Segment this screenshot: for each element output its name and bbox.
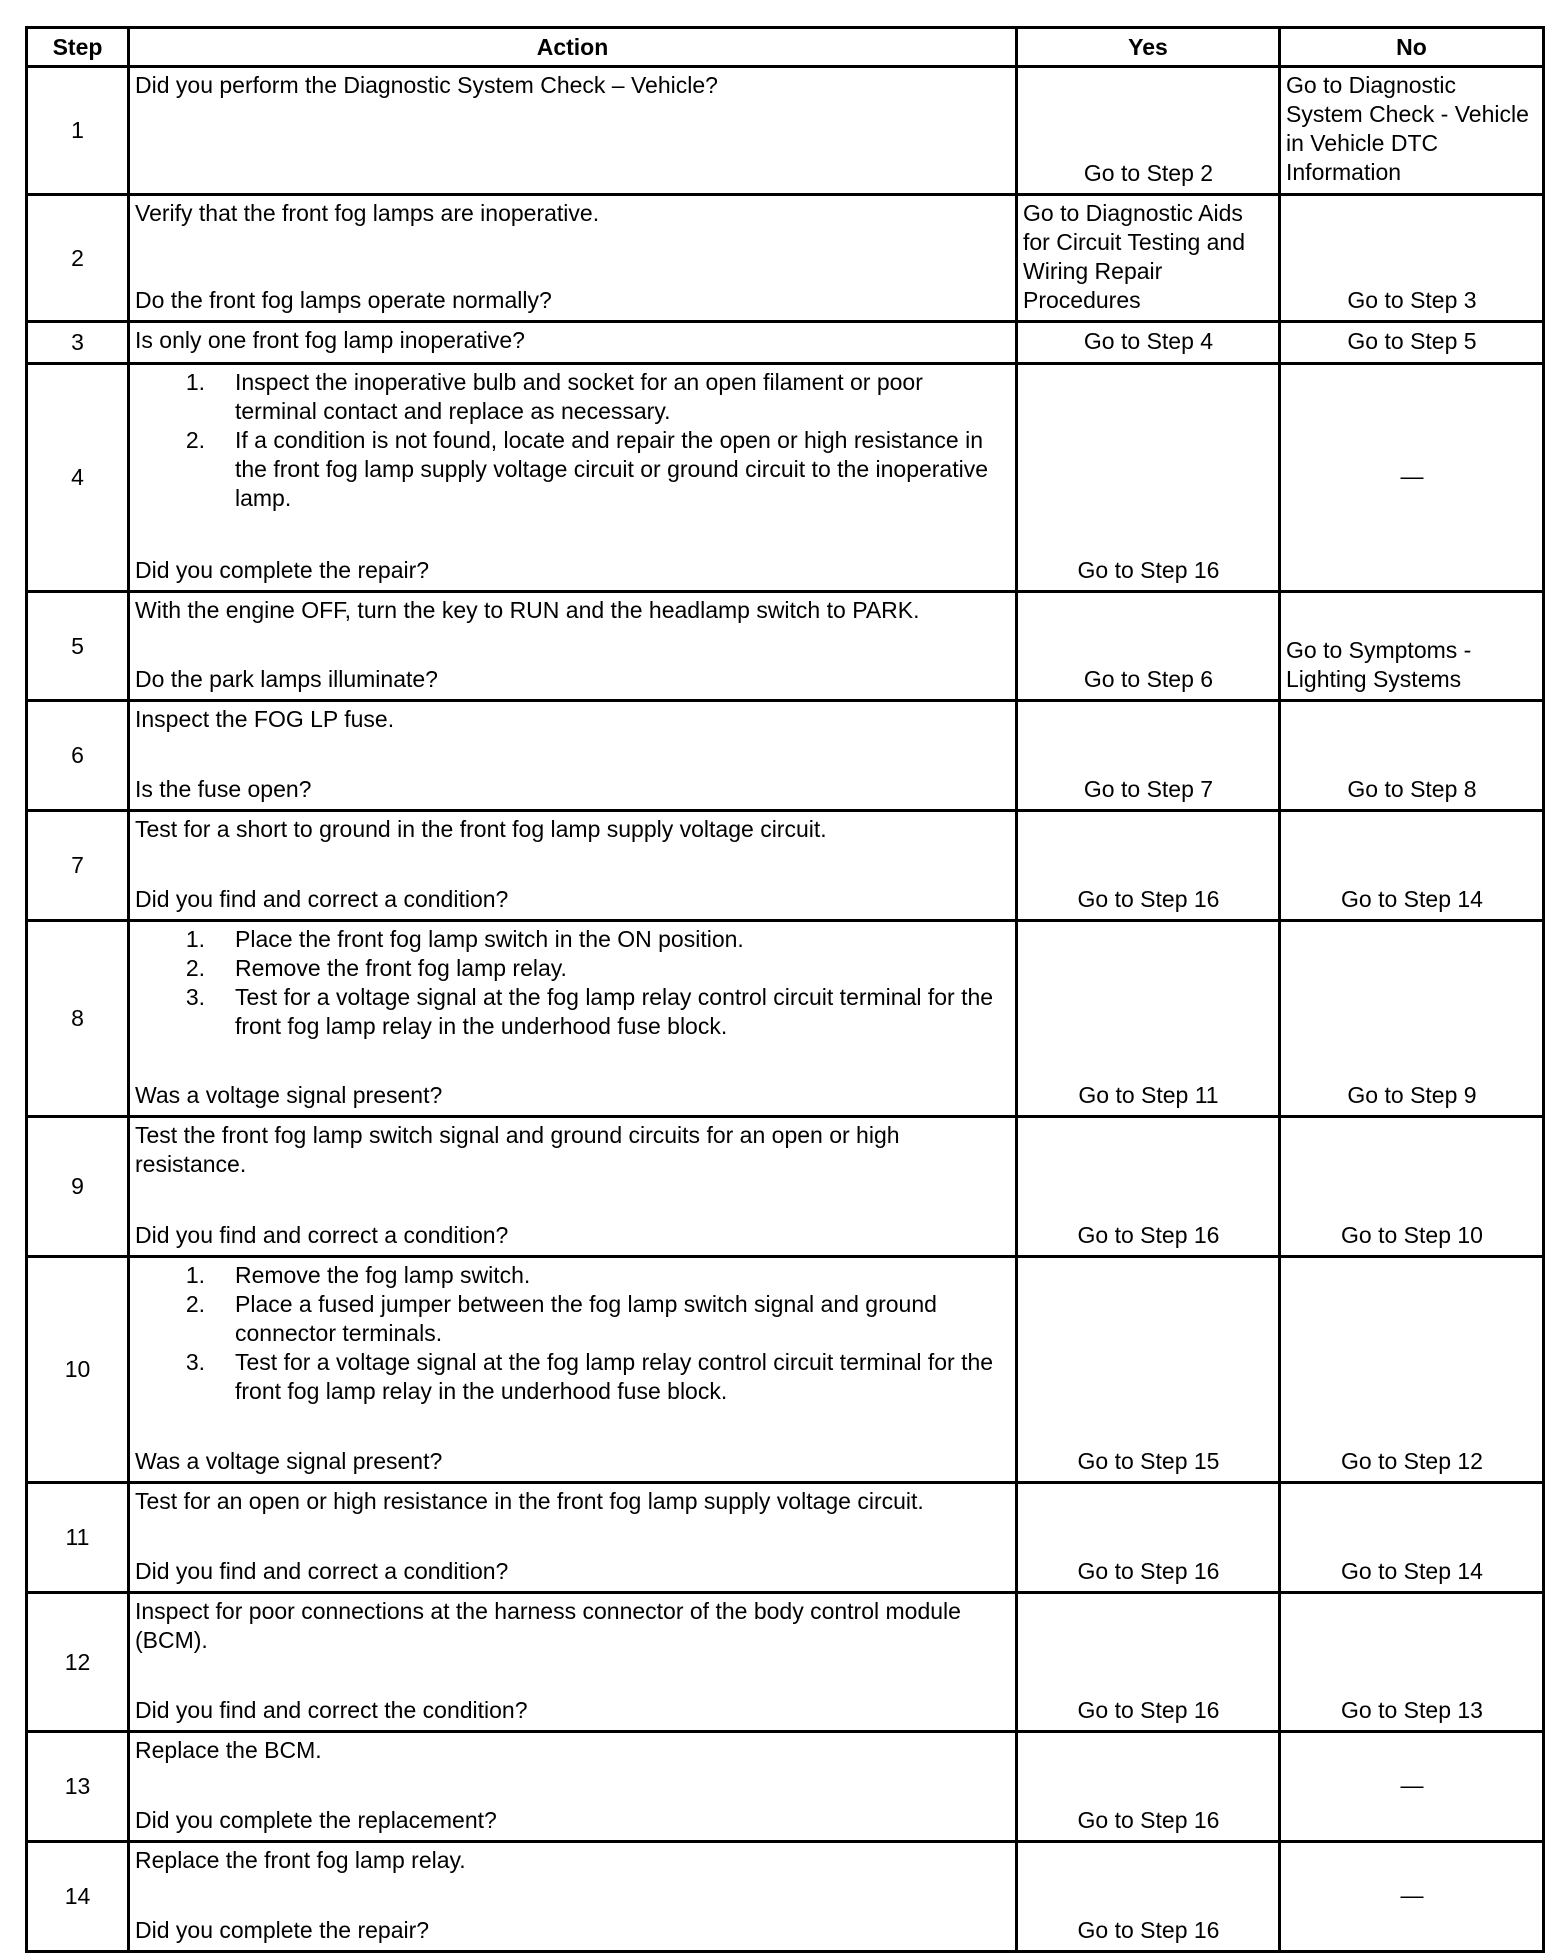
table-row — [27, 364, 1544, 592]
no-outcome: Go to Step 13 — [1341, 1697, 1483, 1723]
no-cell — [1280, 195, 1544, 322]
action-cell — [129, 1483, 1017, 1593]
header-yes: Yes — [1017, 28, 1280, 67]
action-instructions — [135, 1261, 1011, 1406]
no-cell — [1280, 364, 1544, 592]
action-question: Do the front fog lamps operate normally? — [135, 287, 552, 313]
table-row — [27, 1483, 1544, 1593]
action-list-item: 2. If a condition is not found, locate and repair the open or high resistance in the front fog lamp supply voltage circuit or ground circuit to the inoperative lamp. — [185, 427, 989, 511]
header-step: Step — [27, 28, 129, 67]
yes-cell — [1017, 592, 1280, 701]
no-cell — [1280, 1257, 1544, 1483]
action-cell — [129, 1842, 1017, 1952]
action-instructions — [135, 71, 1011, 100]
action-instructions — [135, 1121, 1011, 1179]
action-cell — [129, 195, 1017, 322]
step-number: 13 — [27, 1732, 129, 1842]
action-instructions — [135, 705, 1011, 734]
header-row — [27, 28, 1544, 67]
yes-outcome: Go to Step 2 — [1083, 160, 1214, 186]
action-list-item: 1. Place the front fog lamp switch in the ON position. — [185, 926, 744, 952]
step-number: 10 — [27, 1257, 129, 1483]
no-cell — [1280, 921, 1544, 1117]
action-instructions — [135, 326, 1011, 355]
action-text: Inspect for poor connections at the harness connector of the body control module (BCM). — [135, 1598, 961, 1653]
yes-outcome: Go to Step 15 — [1077, 1448, 1220, 1474]
action-list-item: 2. Remove the front fog lamp relay. — [185, 955, 567, 981]
yes-outcome: Go to Step 16 — [1077, 886, 1220, 912]
yes-cell — [1017, 1732, 1280, 1842]
action-question: Did you find and correct a condition? — [135, 886, 509, 912]
action-question: Was a voltage signal present? — [135, 1082, 443, 1108]
step-number: 11 — [27, 1483, 129, 1593]
step-number: 3 — [27, 322, 129, 364]
table-row — [27, 1257, 1544, 1483]
yes-outcome: Go to Step 6 — [1083, 666, 1214, 692]
action-cell — [129, 1257, 1017, 1483]
no-outcome: — — [1400, 1772, 1424, 1798]
yes-cell — [1017, 1117, 1280, 1257]
action-text: Is only one front fog lamp inoperative? — [135, 327, 525, 353]
yes-outcome: Go to Step 16 — [1077, 1807, 1220, 1833]
no-cell — [1280, 1593, 1544, 1732]
action-list-item: 1. Inspect the inoperative bulb and socket for an open filament or poor terminal contact and replace as necessary. — [185, 369, 923, 424]
yes-cell — [1017, 195, 1280, 322]
table-row — [27, 67, 1544, 195]
action-text: With the engine OFF, turn the key to RUN and the headlamp switch to PARK. — [135, 597, 920, 623]
no-outcome: Go to Step 10 — [1341, 1222, 1483, 1248]
action-cell — [129, 921, 1017, 1117]
action-text: Inspect the FOG LP fuse. — [135, 706, 395, 732]
step-number: 14 — [27, 1842, 129, 1952]
no-cell — [1280, 1732, 1544, 1842]
yes-outcome: Go to Step 16 — [1077, 557, 1220, 583]
no-outcome: Go to Step 14 — [1341, 1558, 1483, 1584]
table-row — [27, 811, 1544, 921]
action-cell — [129, 322, 1017, 364]
yes-outcome: Go to Step 4 — [1083, 328, 1214, 354]
action-cell — [129, 592, 1017, 701]
yes-cell — [1017, 1483, 1280, 1593]
action-instructions — [135, 1487, 1011, 1516]
no-cell — [1280, 1117, 1544, 1257]
action-cell — [129, 1117, 1017, 1257]
yes-cell — [1017, 1842, 1280, 1952]
no-outcome: Go to Symptoms - Lighting Systems — [1286, 637, 1472, 692]
table-row — [27, 1593, 1544, 1732]
step-number: 4 — [27, 364, 129, 592]
step-number: 12 — [27, 1593, 129, 1732]
table-row — [27, 921, 1544, 1117]
action-instructions — [135, 925, 1011, 1041]
no-outcome: Go to Step 9 — [1347, 1082, 1477, 1108]
yes-outcome: Go to Step 16 — [1077, 1697, 1220, 1723]
no-cell — [1280, 322, 1544, 364]
no-cell — [1280, 1842, 1544, 1952]
yes-cell — [1017, 921, 1280, 1117]
header-action: Action — [129, 28, 1017, 67]
step-number: 6 — [27, 701, 129, 811]
yes-cell — [1017, 322, 1280, 364]
no-outcome: — — [1400, 463, 1424, 489]
action-instructions — [135, 815, 1011, 844]
action-question: Did you complete the repair? — [135, 1917, 430, 1943]
action-text: Did you perform the Diagnostic System Check – Vehicle? — [135, 72, 718, 98]
action-cell — [129, 1593, 1017, 1732]
action-instructions — [135, 1846, 1011, 1875]
action-text: Replace the BCM. — [135, 1737, 322, 1763]
action-text: Replace the front fog lamp relay. — [135, 1847, 466, 1873]
table-row — [27, 1842, 1544, 1952]
no-cell — [1280, 592, 1544, 701]
no-outcome: Go to Step 8 — [1347, 776, 1477, 802]
no-cell — [1280, 811, 1544, 921]
no-outcome: — — [1400, 1882, 1424, 1908]
yes-outcome: Go to Step 16 — [1077, 1558, 1220, 1584]
action-text: Test for a short to ground in the front fog lamp supply voltage circuit. — [135, 816, 827, 842]
action-question: Did you find and correct a condition? — [135, 1222, 509, 1248]
yes-cell — [1017, 811, 1280, 921]
table-row — [27, 1732, 1544, 1842]
no-outcome: Go to Step 12 — [1341, 1448, 1483, 1474]
action-instructions — [135, 1597, 1011, 1655]
action-text: Verify that the front fog lamps are inoperative. — [135, 200, 600, 226]
step-number: 8 — [27, 921, 129, 1117]
step-number: 7 — [27, 811, 129, 921]
action-question: Did you find and correct the condition? — [135, 1697, 528, 1723]
step-number: 5 — [27, 592, 129, 701]
action-instructions — [135, 596, 1011, 625]
table-body — [27, 67, 1544, 1952]
step-number: 9 — [27, 1117, 129, 1257]
action-list-item: 3. Test for a voltage signal at the fog lamp relay control circuit terminal for the front fog lamp relay in the underhood fuse block. — [185, 984, 994, 1039]
yes-cell — [1017, 364, 1280, 592]
action-instructions — [135, 1736, 1011, 1765]
yes-outcome: Go to Step 16 — [1077, 1917, 1220, 1943]
table-row — [27, 1117, 1544, 1257]
no-cell — [1280, 67, 1544, 195]
no-outcome: Go to Step 5 — [1347, 328, 1477, 354]
table-row — [27, 195, 1544, 322]
yes-cell — [1017, 1593, 1280, 1732]
action-question: Is the fuse open? — [135, 776, 312, 802]
action-question: Did you complete the replacement? — [135, 1807, 497, 1833]
action-list-item: 3. Test for a voltage signal at the fog lamp relay control circuit terminal for the front fog lamp relay in the underhood fuse block. — [185, 1349, 994, 1404]
action-instructions — [135, 368, 1011, 513]
action-question: Did you find and correct a condition? — [135, 1558, 509, 1584]
action-cell — [129, 1732, 1017, 1842]
action-text: Test the front fog lamp switch signal and ground circuits for an open or high resistance. — [135, 1122, 900, 1177]
table-row — [27, 592, 1544, 701]
table-row — [27, 701, 1544, 811]
yes-outcome: Go to Step 16 — [1077, 1222, 1220, 1248]
yes-outcome: Go to Step 11 — [1078, 1082, 1219, 1108]
action-cell — [129, 701, 1017, 811]
action-list-item: 1. Remove the fog lamp switch. — [185, 1262, 531, 1288]
yes-cell — [1017, 1257, 1280, 1483]
action-question: Was a voltage signal present? — [135, 1448, 443, 1474]
yes-cell — [1017, 67, 1280, 195]
action-list-item: 2. Place a fused jumper between the fog lamp switch signal and ground connector terminals. — [185, 1291, 937, 1346]
no-outcome: Go to Diagnostic System Check - Vehicle in Vehicle DTC Information — [1286, 72, 1529, 185]
no-cell — [1280, 701, 1544, 811]
yes-cell — [1017, 701, 1280, 811]
action-cell — [129, 67, 1017, 195]
step-number: 2 — [27, 195, 129, 322]
yes-outcome: Go to Step 7 — [1083, 776, 1214, 802]
action-question: Do the park lamps illuminate? — [135, 666, 438, 692]
yes-outcome: Go to Diagnostic Aids for Circuit Testing and Wiring Repair Procedures — [1023, 200, 1246, 313]
step-number: 1 — [27, 67, 129, 195]
diagnostic-table — [25, 26, 1545, 1953]
table-row — [27, 322, 1544, 364]
no-outcome: Go to Step 3 — [1347, 287, 1477, 313]
no-outcome: Go to Step 14 — [1341, 886, 1483, 912]
header-no: No — [1280, 28, 1544, 67]
action-instructions — [135, 199, 1011, 228]
no-cell — [1280, 1483, 1544, 1593]
action-cell — [129, 811, 1017, 921]
action-question: Did you complete the repair? — [135, 557, 430, 583]
action-text: Test for an open or high resistance in the front fog lamp supply voltage circuit. — [135, 1488, 924, 1514]
action-cell — [129, 364, 1017, 592]
